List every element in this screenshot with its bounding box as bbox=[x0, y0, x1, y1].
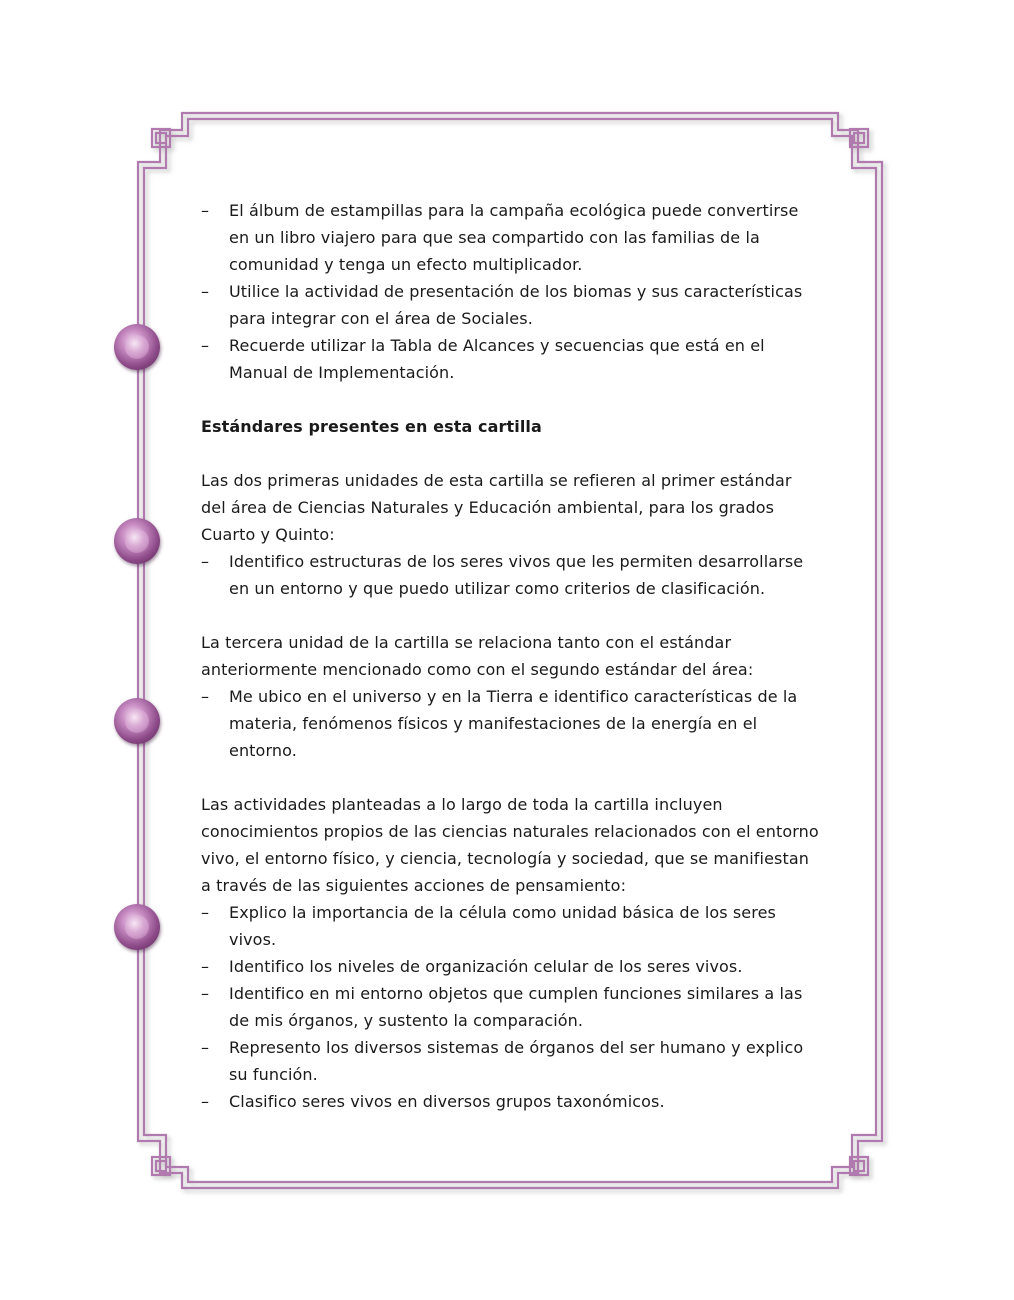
ring-bead-3 bbox=[114, 698, 160, 744]
list-item: – Identifico los niveles de organización celular de los seres vivos. bbox=[201, 953, 821, 980]
dash-bullet: – bbox=[201, 201, 210, 220]
tips-list bbox=[201, 197, 821, 386]
dash-bullet: – bbox=[201, 1038, 210, 1057]
dash-bullet: – bbox=[201, 282, 210, 301]
list-item: – Recuerde utilizar la Tabla de Alcances y secuencias que está en el Manual de Implementación. bbox=[201, 332, 821, 386]
list-item: – Represento los diversos sistemas de órganos del ser humano y explico su función. bbox=[201, 1034, 821, 1088]
list-item: – Explico la importancia de la célula como unidad básica de los seres vivos. bbox=[201, 899, 821, 953]
dash-bullet: – bbox=[201, 336, 210, 355]
intro-paragraph-2: La tercera unidad de la cartilla se relaciona tanto con el estándar anteriormente mencionado como con el segundo estándar del área: bbox=[201, 633, 754, 679]
dash-bullet: – bbox=[201, 984, 210, 1003]
dash-bullet: – bbox=[201, 687, 210, 706]
dash-bullet: – bbox=[201, 552, 210, 571]
ring-bead-2 bbox=[114, 518, 160, 564]
intro-paragraph-1: Las dos primeras unidades de esta cartilla se refieren al primer estándar del área de Ciencias Naturales y Educación ambiental, para los grados Cuarto y Quinto: bbox=[201, 471, 792, 544]
actions-list bbox=[201, 899, 821, 1115]
dash-bullet: – bbox=[201, 1092, 210, 1111]
standard-item-2: – Me ubico en el universo y en la Tierra e identifico características de la materia, fenómenos físicos y manifestaciones de la energía en el entorno. bbox=[201, 683, 821, 764]
ring-bead-1 bbox=[114, 324, 160, 370]
list-item: – Identifico en mi entorno objetos que cumplen funciones similares a las de mis órganos, y sustento la comparación. bbox=[201, 980, 821, 1034]
dash-bullet: – bbox=[201, 903, 210, 922]
dash-bullet: – bbox=[201, 957, 210, 976]
list-item: – Clasifico seres vivos en diversos grupos taxonómicos. bbox=[201, 1088, 821, 1115]
list-item: – Utilice la actividad de presentación de los biomas y sus características para integrar con el área de Sociales. bbox=[201, 278, 821, 332]
ring-bead-4 bbox=[114, 904, 160, 950]
list-item: – El álbum de estampillas para la campaña ecológica puede convertirse en un libro viajero para que sea compartido con las familias de la comunidad y tenga un efecto multiplicador. bbox=[201, 197, 821, 278]
section-title: Estándares presentes en esta cartilla bbox=[201, 417, 542, 436]
standard-item-1: – Identifico estructuras de los seres vivos que les permiten desarrollarse en un entorno y que puedo utilizar como criterios de clasificación. bbox=[201, 548, 821, 602]
page-body bbox=[201, 197, 821, 1115]
intro-paragraph-3: Las actividades planteadas a lo largo de toda la cartilla incluyen conocimientos propios de las ciencias naturales relacionados con el entorno vivo, el entorno físico, y ciencia, tecnología y sociedad, que se manifiestan a través de las siguientes acciones de pensamiento: bbox=[201, 795, 819, 895]
